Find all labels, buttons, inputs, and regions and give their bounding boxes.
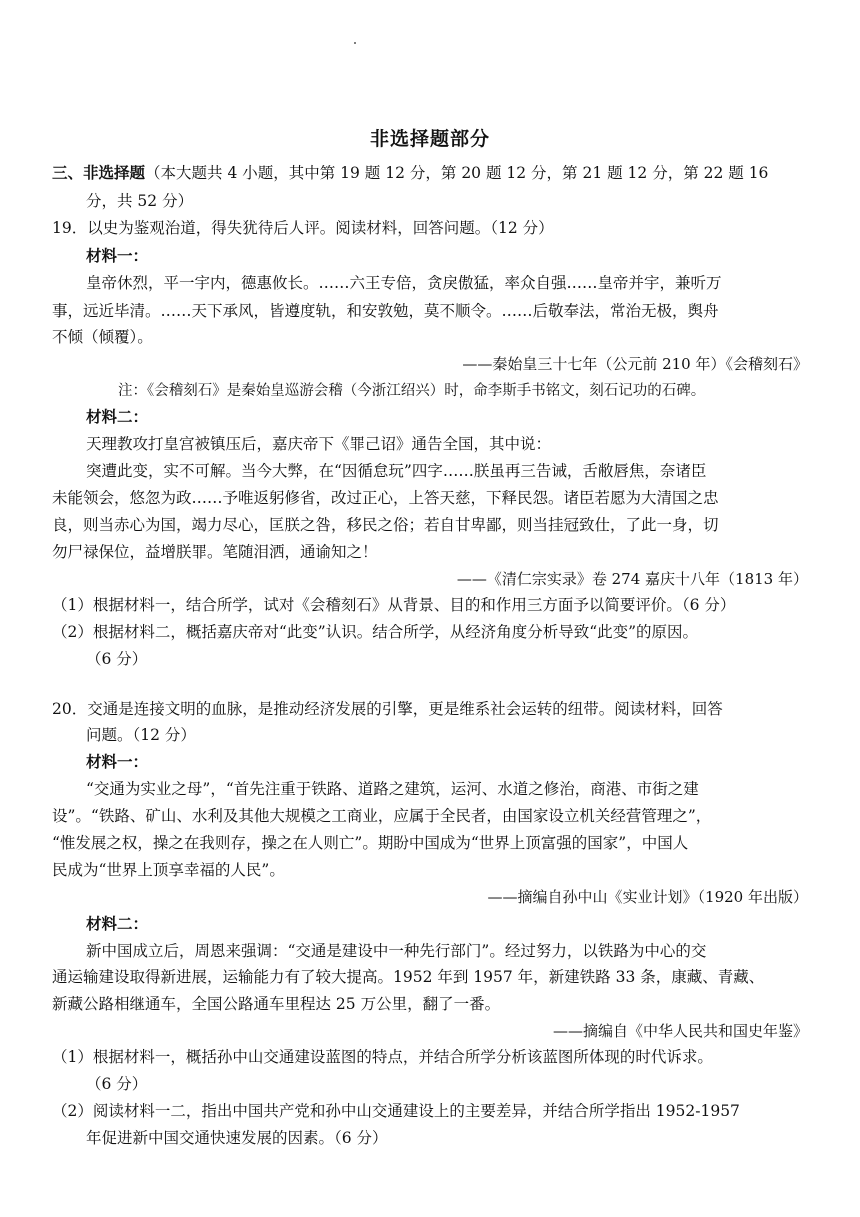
q19-material1-line3: 不倾（倾覆）。 bbox=[52, 328, 153, 346]
q20-material1-line2: 设”。“铁路、矿山、水利及其他大规模之工商业，应属于全民者，由国家设立机关经营管理之”， bbox=[52, 807, 712, 825]
q19-subquestion-2: （2）根据材料二，概括嘉庆帝对“此变”认识。结合所学，从经济角度分析导致“此变”的原因。 bbox=[52, 623, 699, 641]
scan-dot bbox=[354, 42, 356, 44]
q19-material1-source: ——秦始皇三十七年（公元前 210 年）《会稽刻石》 bbox=[462, 355, 808, 373]
q19-stem: 19．以史为鉴观治道，得失犹待后人评。阅读材料，回答问题。（12 分） bbox=[52, 219, 554, 237]
q20-material2-line3: 新藏公路相继通车，全国公路通车里程达 25 万公里，翻了一番。 bbox=[52, 995, 501, 1013]
section-header-desc: （本大题共 4 小题，其中第 19 题 12 分，第 20 题 12 分，第 21 题 12 分，第 22 题 16 bbox=[145, 164, 769, 182]
q19-material1-note: 注：《会稽刻石》是秦始皇巡游会稽（今浙江绍兴）时，命李斯手书铭文，刻石记功的石碑。 bbox=[118, 383, 706, 399]
q20-subquestion-2: （2）阅读材料一二，指出中国共产党和孙中山交通建设上的主要差异，并结合所学指出 1952-1957 bbox=[52, 1102, 740, 1120]
q20-subquestion-1-points: （6 分） bbox=[86, 1075, 148, 1093]
q19-material2-line4: 良，则当赤心为国，竭力尽心，匡朕之咎，移民之俗；若自甘卑鄙，则当挂冠致仕，了此一身，切 bbox=[52, 516, 719, 534]
q20-material1-source: ——摘编自孙中山《实业计划》（1920 年出版） bbox=[487, 888, 808, 906]
q19-material2-line2: 突遭此变，实不可解。当今大弊，在“因循怠玩”四字……朕虽再三告诫，舌敝唇焦，奈诸臣 bbox=[86, 462, 707, 480]
q19-subquestion-2-points: （6 分） bbox=[86, 650, 148, 668]
q19-material1-line2: 事，远近毕清。……天下承风，皆遵度轨，和安敦勉，莫不顺令。……后敬奉法，常治无极，舆舟 bbox=[52, 302, 719, 320]
q20-material1-label: 材料一： bbox=[86, 752, 149, 771]
q19-material2-line1: 天理教攻打皇宫被镇压后，嘉庆帝下《罪己诏》通告全国，其中说： bbox=[86, 435, 552, 453]
q19-material2-label: 材料二： bbox=[86, 407, 149, 426]
q20-material2-source: ——摘编自《中华人民共和国史年鉴》 bbox=[552, 1022, 808, 1040]
section-header bbox=[52, 162, 768, 184]
q19-material1-label: 材料一： bbox=[86, 246, 149, 265]
section-header-desc-cont: 分，共 52 分） bbox=[86, 192, 194, 210]
section-title: 非选择题部分 bbox=[369, 128, 490, 150]
q20-material1-line4: 民成为“世界上顶享幸福的人民”。 bbox=[52, 861, 285, 879]
q20-material2-line2: 通运输建设取得新进展，运输能力有了较大提高。1952 年到 1957 年，新建铁路 33 条，康藏、青藏、 bbox=[52, 968, 765, 986]
q20-material2-line1: 新中国成立后，周恩来强调：“交通是建设中一种先行部门”。经过努力，以铁路为中心的交 bbox=[86, 942, 707, 960]
q19-material2-line5: 勿尸禄保位，益增朕罪。笔随泪洒，通谕知之！ bbox=[52, 543, 378, 561]
q19-material1-line1: 皇帝休烈，平一宇内，德惠攸长。……六王专倍，贪戾傲猛，率众自强……皇帝并宇，兼听万 bbox=[86, 274, 722, 292]
q20-subquestion-1: （1）根据材料一，概括孙中山交通建设蓝图的特点，并结合所学分析该蓝图所体现的时代诉求。 bbox=[52, 1048, 713, 1066]
q20-subquestion-2-cont: 年促进新中国交通快速发展的因素。（6 分） bbox=[86, 1129, 388, 1147]
q19-subquestion-1: （1）根据材料一，结合所学，试对《会稽刻石》从背景、目的和作用三方面予以简要评价。（6 分） bbox=[52, 596, 736, 614]
q20-stem-line2: 问题。（12 分） bbox=[86, 726, 196, 744]
q19-material2-source: ——《清仁宗实录》卷 274 嘉庆十八年（1813 年） bbox=[456, 570, 808, 588]
section-header-label: 三、非选择题 bbox=[52, 163, 146, 182]
q20-material2-label: 材料二： bbox=[86, 914, 149, 933]
q19-material2-line3: 未能领会，悠忽为政……予唯返躬修省，改过正心，上答天慈，下释民怨。诸臣若愿为大清国之忠 bbox=[52, 489, 719, 507]
q20-material1-line1: “交通为实业之母”，“首先注重于铁路、道路之建筑，运河、水道之修治，商港、市街之建 bbox=[86, 780, 699, 798]
q20-material1-line3: “惟发展之权，操之在我则存，操之在人则亡”。期盼中国成为“世界上顶富强的国家”，中国人 bbox=[52, 834, 689, 852]
q20-stem-line1: 20．交通是连接文明的血脉，是推动经济发展的引擎，更是维系社会运转的纽带。阅读材料，回答 bbox=[52, 700, 723, 718]
